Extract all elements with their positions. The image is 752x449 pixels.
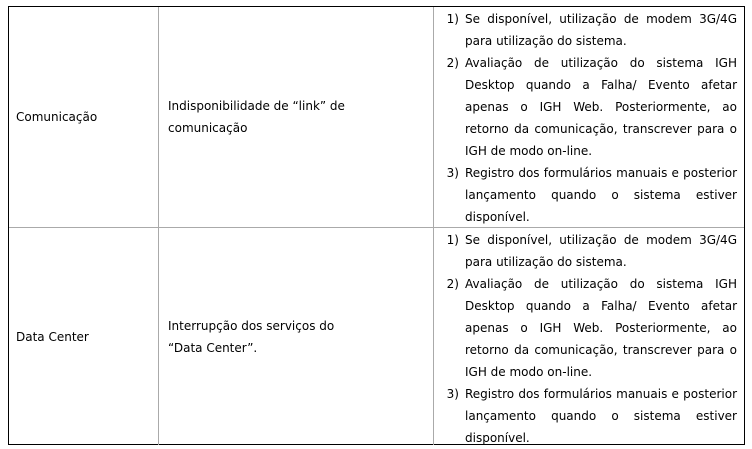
column-divider xyxy=(433,228,434,445)
action-item xyxy=(446,52,737,162)
action-number: 2) xyxy=(446,277,459,291)
contingency-table xyxy=(8,6,745,445)
column-divider xyxy=(433,7,434,227)
action-number: 1) xyxy=(446,233,459,247)
event-type-label: Data Center xyxy=(16,329,89,344)
table-row-comunicacao xyxy=(9,7,744,227)
table-row-data-center xyxy=(9,227,744,445)
actions-cell xyxy=(446,229,737,449)
action-text: Se disponível, utilização de modem 3G/4G para utilização do sistema. xyxy=(465,12,737,48)
action-item xyxy=(446,273,737,383)
action-number: 3) xyxy=(446,387,459,401)
actions-cell xyxy=(446,8,737,228)
action-item xyxy=(446,162,737,228)
event-type-label: Comunicação xyxy=(16,110,98,124)
event-type-cell xyxy=(16,228,151,445)
action-text: Registro dos formulários manuais e posterior lançamento quando o sistema estiver disponível. xyxy=(465,387,737,445)
action-text: Avaliação de utilização do sistema IGH Desktop quando a Falha/ Evento afetar apenas o IGH Web. Posteriormente, ao retorno da comunicação, transcrever para o IGH de modo on-line. xyxy=(465,277,737,379)
action-text: Avaliação de utilização do sistema IGH Desktop quando a Falha/ Evento afetar apenas o IGH Web. Posteriormente, ao retorno da comunicação, transcrever para o IGH de modo on-line. xyxy=(465,56,737,158)
event-type-cell xyxy=(16,7,151,227)
action-text: Registro dos formulários manuais e posterior lançamento quando o sistema estiver disponível. xyxy=(465,166,737,224)
action-number: 3) xyxy=(446,166,459,180)
action-number: 1) xyxy=(446,12,459,26)
action-item xyxy=(446,8,737,52)
column-divider xyxy=(158,7,159,227)
action-item xyxy=(446,229,737,273)
action-number: 2) xyxy=(446,56,459,70)
action-item xyxy=(446,383,737,449)
description-text: Indisponibilidade de “link” de comunicação xyxy=(168,99,345,135)
description-text: Interrupção dos serviços do “Data Center”. xyxy=(168,318,335,355)
column-divider xyxy=(158,228,159,445)
description-cell xyxy=(168,7,363,227)
description-cell xyxy=(168,228,363,445)
action-text: Se disponível, utilização de modem 3G/4G para utilização do sistema. xyxy=(465,233,737,269)
